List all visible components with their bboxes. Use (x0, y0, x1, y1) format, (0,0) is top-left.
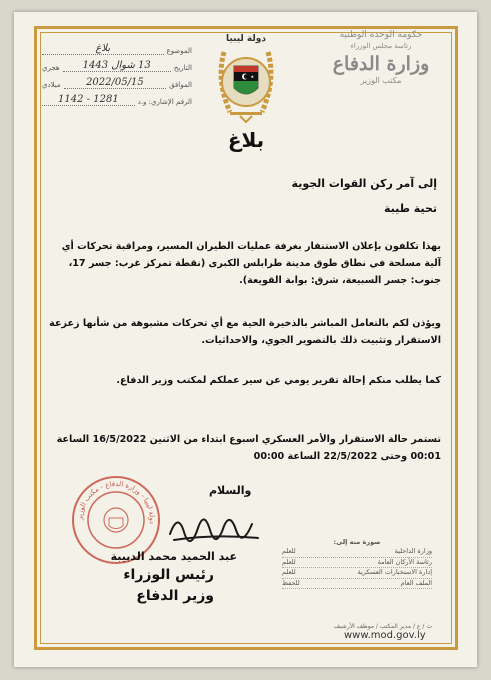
stamp-text: دولة ليبيا - وزارة الدفاع - مكتب الوزير (75, 479, 157, 525)
emblem-caption: دولة ليبيا (226, 34, 266, 44)
document-page (14, 12, 477, 667)
signatory-title-pm: رئيس الوزراء (123, 567, 214, 583)
office-name: رئاسة مجلس الوزراء (350, 42, 412, 50)
body-paragraph-2: ويؤذن لكم بالتعامل المباشر بالذخيرة الحية مع أي تحركات مشبوهة من شأنها زعزعة الاستقرار وتثبيت ذلك بالتصوير الجوي، والاحداثيات. (49, 318, 441, 346)
reference-block (42, 38, 192, 106)
ministry-name: وزارة الدفاع (332, 53, 430, 75)
letterhead (321, 30, 441, 85)
gregorian-date-row (42, 72, 192, 89)
gregorian-label: الموافق (169, 81, 192, 89)
copy-item: الملف العام للحفظ (282, 579, 432, 590)
subject-value: بلاغ (42, 43, 164, 55)
hijri-label: التاريخ (173, 64, 192, 72)
greeting: تحية طيبة (383, 202, 437, 215)
body-paragraph-1: بهذا تكلفون بإعلان الاستنفار بغرفة عمليات الطيران المسير، ومراقبة تحركات أي آلية مسلحة في نطاق طوق مدينة طرابلس الكبرى (نقطة تمركز غرب: جسر 17، جنوب: جسر السبيعة، شرق: بوابة القويعة). (61, 241, 441, 286)
reference-label: الرقم الإشاري: و.د (137, 98, 192, 106)
closing-salutation: والسلام (209, 484, 252, 497)
government-name: حكومة الوحدة الوطنية (339, 30, 423, 40)
addressee: إلى آمر ركن القوات الجوية (291, 177, 437, 190)
gregorian-suffix: ميلادي (42, 81, 61, 89)
signatory-title-defense: وزير الدفاع (136, 588, 214, 604)
archive-note: ت / ع / مدير المكتب / موظف الأرشيف (333, 623, 432, 630)
body-paragraph-3: كما يطلب منكم إحالة تقرير يومي عن سير عملكم لمكتب وزير الدفاع. (116, 375, 441, 386)
website-url: www.mod.gov.ly (344, 630, 426, 641)
handwritten-signature-icon (164, 504, 264, 548)
copies-heading: صورة منه إلى: (333, 538, 381, 546)
hijri-suffix: هجري (42, 64, 60, 72)
copy-item: وزارة الداخلية للعلم (282, 547, 432, 558)
signatory-name: عبد الحميد محمد الدبيبة (110, 550, 237, 563)
copies-list (282, 538, 432, 589)
hijri-date-row (42, 55, 192, 72)
minister-office: مكتب الوزير (360, 76, 402, 85)
document-title: بلاغ (227, 128, 265, 152)
gregorian-value: 2022/05/15 (64, 77, 166, 89)
subject-label: الموضوع (166, 47, 192, 55)
svg-text:★: ★ (250, 74, 255, 79)
copy-item: رئاسة الأركان العامة للعلم (282, 558, 432, 569)
copy-item: إدارة الاستخبارات العسكرية للعلم (282, 568, 432, 579)
reference-row (42, 89, 192, 106)
hijri-value: 13 شوال 1443 (63, 60, 171, 72)
reference-value: 1281 - 1142 (42, 94, 135, 106)
body-paragraph-4: تستمر حالة الاستقرار والأمر العسكري اسبوع ابتداء من الاثنين 16/5/2022 الساعة 00:01 وحتى 22/5/2022 الساعة 00:00 (56, 434, 441, 462)
subject-row (42, 38, 192, 55)
